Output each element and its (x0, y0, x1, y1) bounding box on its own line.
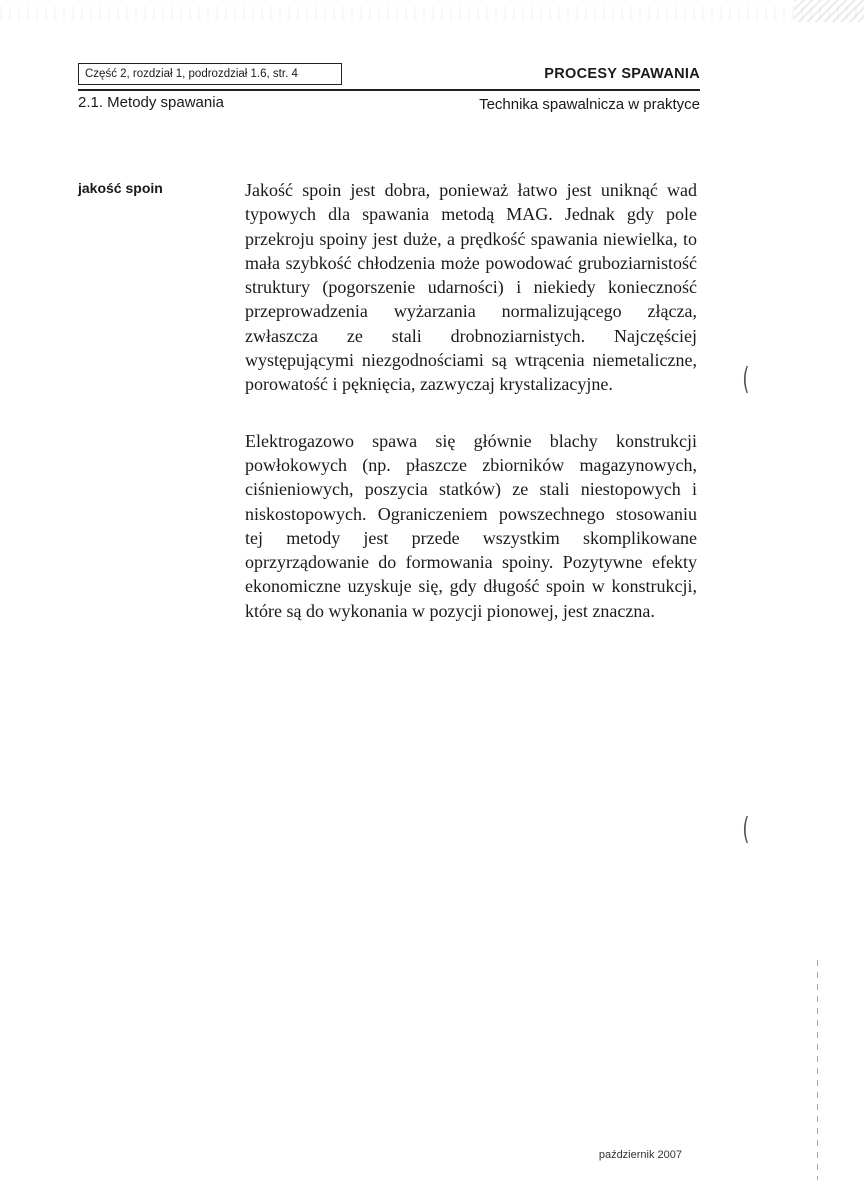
paragraph-applications: Elektrogazowo spawa się głównie blachy konstrukcji powłokowych (np. płaszcze zbiorników magazynowych, ciśnieniowych, poszycia statków) ze stali niestopowych i niskostopowych. Ograniczeniem powszechnego stosowaniu tej metody jest przede wszystkim skomplikowane oprzyrządowanie do formowania spoiny. Pozytywne efekty ekonomiczne uzyskuje się, gdy długość spoin w konstrukcji, które są do wykonania w pozycji pionowej, jest znaczna. (245, 430, 697, 621)
binder-hole-mark: ( (742, 812, 750, 847)
chapter-title: 2.1. Metody spawania (78, 94, 224, 111)
header-rule (78, 89, 700, 91)
binder-hole-mark: ( (742, 362, 750, 397)
section-reference: Część 2, rozdział 1, podrozdział 1.6, str. 4 (85, 68, 298, 80)
scan-noise (0, 6, 864, 20)
body-text (245, 178, 697, 623)
margin-label: jakość spoin (78, 180, 163, 196)
paragraph-weld-quality: Jakość spoin jest dobra, ponieważ łatwo jest uniknąć wad typowych dla spawania metodą MAG. Jednak gdy pole przekroju spoiny jest duże, a prędkość spawania niewielka, to mała szybkość chłodzenia może powodować gruboziarnistość struktury (pogorszenie udarności) i niekiedy konieczność przeprowadzenia wyżarzania normalizującego złącza, zwłaszcza ze stali drobnoziarnistych. Najczęściej występującymi niezgodnościami są wtrącenia niemetaliczne, porowatość i pęknięcia, zazwyczaj krystalizacyjne. (245, 180, 697, 395)
page-edge-shadow (817, 960, 818, 1180)
running-title: PROCESY SPAWANIA (544, 66, 700, 82)
scan-corner-noise (794, 0, 864, 22)
footer-date: październik 2007 (598, 1149, 682, 1161)
section-reference-box (78, 63, 342, 85)
book-title: Technika spawalnicza w praktyce (479, 96, 700, 113)
